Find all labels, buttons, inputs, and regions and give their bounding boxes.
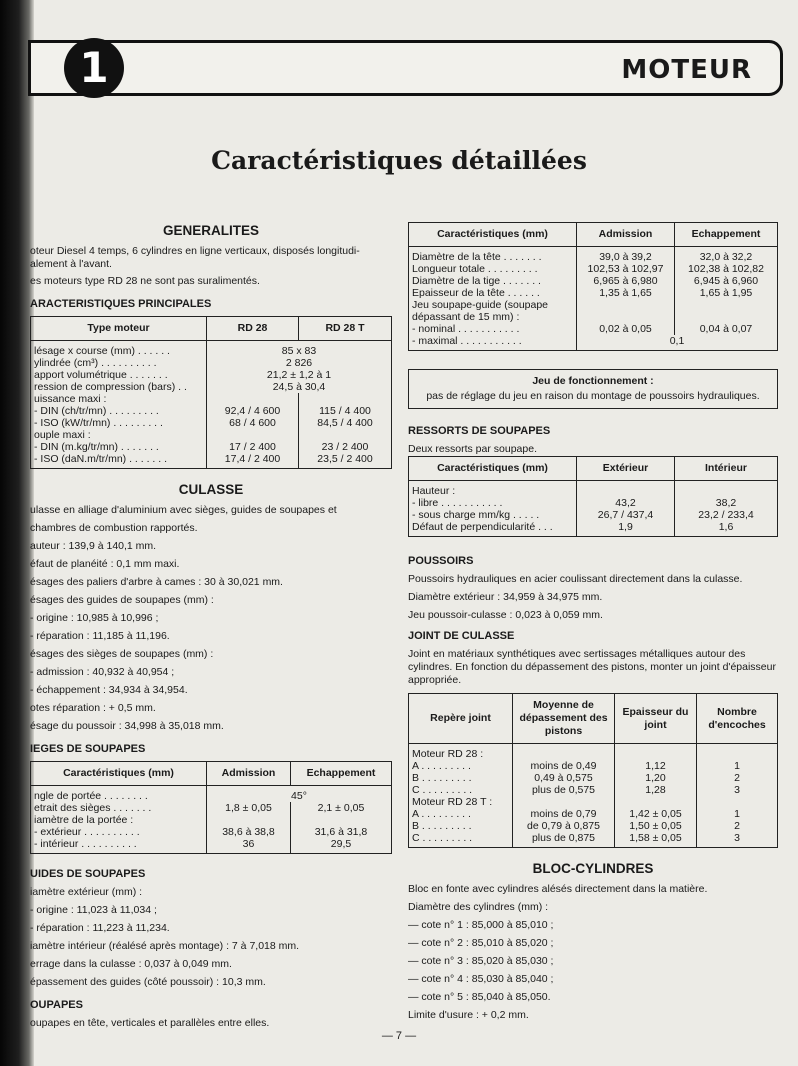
table-cell: A . . . . . . . . . [409,760,513,772]
table-cell: plus de 0,875 [513,832,615,848]
poussoirs-heading: POUSSOIRS [408,555,474,567]
table-cell: ngle de portée . . . . . . . . [31,786,207,803]
table-row [409,784,778,796]
soupapes-text [30,1017,392,1030]
text-line: Diamètre extérieur : 34,959 à 34,975 mm. [408,591,603,603]
table-header: RD 28 T [299,317,392,341]
text-line: — cote n° 1 : 85,000 à 85,010 ; [408,919,554,931]
table-cell: 85 x 83 [207,341,392,358]
table-cell: 68 / 4 600 [207,417,299,429]
joint-table [408,693,778,848]
ressorts-intro: Deux ressorts par soupape. [408,443,537,455]
table-cell: 2,1 ± 0,05 [291,802,392,814]
table-cell: 3 [697,832,778,848]
text-line: Bloc en fonte avec cylindres alésés directement dans la matière. [408,883,708,895]
table-row [31,381,392,393]
table-cell [675,481,778,498]
table-row [31,441,392,453]
table-row [409,760,778,772]
guides-text [30,886,392,989]
table-row [31,786,392,803]
table-cell: 45° [207,786,392,803]
text-line: — cote n° 5 : 85,040 à 85,050. [408,991,551,1003]
table-header: Caractéristiques (mm) [31,762,207,786]
page-number: — 7 — [381,1030,417,1042]
table-cell: dépassant de 15 mm) : [409,311,577,323]
table-cell: 6,945 à 6,960 [675,275,778,287]
table-cell: de 0,79 à 0,875 [513,820,615,832]
table-cell: Epaisseur de la tête . . . . . . [409,287,577,299]
text-line: auteur : 139,9 à 140,1 mm. [30,540,157,552]
table-row [409,497,778,509]
table-row [409,275,778,287]
joint-text: Joint en matériaux synthétiques avec sertissages métalliques autour des cylindres. En fonction du dépassement des pistons, monter un joint d'épaisseur appropriée. [408,648,776,686]
table-row [409,263,778,275]
table-cell: 1,50 ± 0,05 [615,820,697,832]
generalites-text-1: oteur Diesel 4 temps, 6 cylindres en ligne verticaux, disposés longitudi- [30,245,360,257]
table-cell: 38,6 à 38,8 [207,826,291,838]
table-cell: 3 [697,784,778,796]
table-cell: B . . . . . . . . . [409,820,513,832]
culasse-heading: CULASSE [178,482,244,497]
generalites-heading: GENERALITES [162,223,259,238]
table-cell: - libre . . . . . . . . . . . [409,497,577,509]
table-cell: Défaut de perpendicularité . . . [409,521,577,537]
table-row [409,323,778,335]
table-cell: ression de compression (bars) . . [31,381,207,393]
text-line: iamètre intérieur (réalésé après montage) : 7 à 7,018 mm. [30,940,300,952]
text-line: - admission : 40,932 à 40,954 ; [30,666,175,678]
table-cell: 1,65 à 1,95 [675,287,778,299]
table-cell: C . . . . . . . . . [409,784,513,796]
chapter-number-badge: 1 [64,38,124,98]
text-line: Limite d'usure : + 0,2 mm. [408,1009,529,1021]
table-row [409,247,778,264]
table-cell: 1 [697,808,778,820]
table-row [409,509,778,521]
table-cell: 84,5 / 4 400 [299,417,392,429]
table-cell [577,311,675,323]
table-row [409,335,778,351]
table-header: Epaisseur du joint [615,694,697,744]
table-cell: 26,7 / 437,4 [577,509,675,521]
table-cell [207,814,291,826]
table-cell: Moteur RD 28 : [409,744,513,761]
table-cell: - DIN (m.kg/tr/mn) . . . . . . . [31,441,207,453]
table-cell: 43,2 [577,497,675,509]
sieges-heading: IEGES DE SOUPAPES [30,743,146,755]
bloc-heading: BLOC-CYLINDRES [532,861,654,876]
text-line: éfaut de planéité : 0,1 mm maxi. [30,558,180,570]
table-cell: 29,5 [291,838,392,854]
right-column [408,222,778,1027]
table-cell: 115 / 4 400 [299,405,392,417]
table-cell [577,299,675,311]
table-row [31,357,392,369]
table-cell [577,481,675,498]
poussoirs-text [408,573,778,622]
table-cell: 23 / 2 400 [299,441,392,453]
table-row [31,838,392,854]
table-cell: - DIN (ch/tr/mn) . . . . . . . . . [31,405,207,417]
table-row [409,481,778,498]
table-cell: 32,0 à 32,2 [675,247,778,264]
caract-principales-table [30,316,392,469]
table-row [31,802,392,814]
table-cell [615,796,697,808]
table-row [31,369,392,381]
table-header: Caractéristiques (mm) [409,223,577,247]
table-cell: - ISO (kW/tr/mn) . . . . . . . . . [31,417,207,429]
table-row [409,832,778,848]
text-line: ésages des paliers d'arbre à cames : 30 à 30,021 mm. [30,576,283,588]
table-row [409,744,778,761]
table-cell: 6,965 à 6,980 [577,275,675,287]
table-cell [299,393,392,405]
table-header: Type moteur [31,317,207,341]
table-cell: plus de 0,575 [513,784,615,796]
table-cell: iamètre de la portée : [31,814,207,826]
caract-principales-heading: ARACTERISTIQUES PRINCIPALES [30,298,212,310]
table-cell: - sous charge mm/kg . . . . . [409,509,577,521]
table-cell: 1,28 [615,784,697,796]
text-line: - origine : 11,023 à 11,034 ; [30,904,157,916]
jeu-fonctionnement-box [408,369,778,409]
text-line: ésages des sièges de soupapes (mm) : [30,648,214,660]
text-line: - échappement : 34,934 à 34,954. [30,684,188,696]
text-line: — cote n° 3 : 85,020 à 85,030 ; [408,955,554,967]
table-row [31,341,392,358]
table-cell [513,796,615,808]
table-cell: 2 [697,772,778,784]
table-cell: Diamètre de la tige . . . . . . . [409,275,577,287]
table-row [409,796,778,808]
table-cell: moins de 0,49 [513,760,615,772]
ressorts-heading: RESSORTS DE SOUPAPES [408,425,551,437]
table-cell [291,814,392,826]
soupapes-table [408,222,778,351]
table-cell: 17 / 2 400 [207,441,299,453]
table-row [31,405,392,417]
table-cell: 1,42 ± 0,05 [615,808,697,820]
table-cell: 36 [207,838,291,854]
table-cell: 102,53 à 102,97 [577,263,675,275]
table-cell: 1,58 ± 0,05 [615,832,697,848]
table-cell: A . . . . . . . . . [409,808,513,820]
table-cell: lésage x course (mm) . . . . . . [31,341,207,358]
sieges-table [30,761,392,854]
table-cell: - nominal . . . . . . . . . . . [409,323,577,335]
table-cell: 39,0 à 39,2 [577,247,675,264]
table-row [409,820,778,832]
text-line: Jeu poussoir-culasse : 0,023 à 0,059 mm. [408,609,603,621]
table-cell [675,311,778,323]
table-cell: 92,4 / 4 600 [207,405,299,417]
table-row [31,393,392,405]
bloc-text [408,883,778,1022]
table-cell [615,744,697,761]
table-row [409,808,778,820]
table-cell: 2 826 [207,357,392,369]
table-cell: 17,4 / 2 400 [207,453,299,469]
table-cell: Longueur totale . . . . . . . . . [409,263,577,275]
table-cell: 1,20 [615,772,697,784]
table-cell: 1,8 ± 0,05 [207,802,291,814]
table-header: Caractéristiques (mm) [409,457,577,481]
table-cell: 0,49 à 0,575 [513,772,615,784]
table-cell [207,393,299,405]
table-cell: Moteur RD 28 T : [409,796,513,808]
table-header: Moyenne de dépassement des pistons [513,694,615,744]
table-row [409,311,778,323]
ressorts-table [408,456,778,537]
table-cell: 24,5 à 30,4 [207,381,392,393]
table-cell: Diamètre de la tête . . . . . . . [409,247,577,264]
table-cell: 1 [697,760,778,772]
culasse-text [30,504,392,733]
text-line: errage dans la culasse : 0,037 à 0,049 mm. [30,958,232,970]
table-row [409,772,778,784]
table-header: Echappement [675,223,778,247]
table-cell: 23,2 / 233,4 [675,509,778,521]
table-cell: 1,9 [577,521,675,537]
text-line: otes réparation : + 0,5 mm. [30,702,156,714]
text-line: Poussoirs hydrauliques en acier coulissant directement dans la culasse. [408,573,743,585]
table-cell: 1,6 [675,521,778,537]
table-cell [697,796,778,808]
text-line: - réparation : 11,185 à 11,196. [30,630,170,642]
table-cell: 23,5 / 2 400 [299,453,392,469]
text-line: épassement des guides (côté poussoir) : 10,3 mm. [30,976,266,988]
text-line: chambres de combustion rapportés. [30,522,198,534]
table-cell: 21,2 ± 1,2 à 1 [207,369,392,381]
soupapes-heading: OUPAPES [30,999,83,1011]
table-cell: ouple maxi : [31,429,207,441]
table-cell [207,429,299,441]
table-header: Admission [577,223,675,247]
table-header: Extérieur [577,457,675,481]
table-row [31,453,392,469]
table-cell: 0,02 à 0,05 [577,323,675,335]
table-cell: 2 [697,820,778,832]
text-line: - réparation : 11,223 à 11,234. [30,922,170,934]
table-row [409,299,778,311]
table-row [31,417,392,429]
table-cell [299,429,392,441]
text-line: — cote n° 2 : 85,010 à 85,020 ; [408,937,554,949]
table-cell [675,299,778,311]
jeu-title: Jeu de fonctionnement : [532,375,654,387]
table-cell: etrait des sièges . . . . . . . [31,802,207,814]
table-header: Admission [207,762,291,786]
table-row [409,521,778,537]
table-header: Echappement [291,762,392,786]
left-column [30,220,392,1035]
table-cell: ylindrée (cm³) . . . . . . . . . . [31,357,207,369]
page-title: Caractéristiques détaillées [211,146,587,175]
table-cell [513,744,615,761]
table-cell: - extérieur . . . . . . . . . . [31,826,207,838]
text-line: Diamètre des cylindres (mm) : [408,901,549,913]
joint-heading: JOINT DE CULASSE [408,630,515,642]
table-row [31,826,392,838]
text-line: oupapes en tête, verticales et parallèles entre elles. [30,1017,270,1029]
table-cell: 38,2 [675,497,778,509]
text-line: - origine : 10,985 à 10,996 ; [30,612,159,624]
table-row [31,429,392,441]
table-cell: uissance maxi : [31,393,207,405]
text-line: ulasse en alliage d'aluminium avec sièges, guides de soupapes et [30,504,337,516]
table-header: Repère joint [409,694,513,744]
table-cell: apport volumétrique . . . . . . . [31,369,207,381]
jeu-text: pas de réglage du jeu en raison du montage de poussoirs hydrauliques. [426,390,760,402]
table-row [409,287,778,299]
table-cell: Jeu soupape-guide (soupape [409,299,577,311]
table-cell: 1,12 [615,760,697,772]
text-line: — cote n° 4 : 85,030 à 85,040 ; [408,973,554,985]
generalites-text-2: es moteurs type RD 28 ne sont pas suralimentés. [30,275,260,287]
guides-heading: UIDES DE SOUPAPES [30,868,146,880]
chapter-title: MOTEUR [621,55,752,85]
table-cell: 0,1 [577,335,778,351]
table-header: Intérieur [675,457,778,481]
text-line: ésage du poussoir : 34,998 à 35,018 mm. [30,720,224,732]
table-cell: 102,38 à 102,82 [675,263,778,275]
table-header: Nombre d'encoches [697,694,778,744]
table-cell: - ISO (daN.m/tr/mn) . . . . . . . [31,453,207,469]
table-cell: 0,04 à 0,07 [675,323,778,335]
table-cell: C . . . . . . . . . [409,832,513,848]
table-cell: Hauteur : [409,481,577,498]
text-line: iamètre extérieur (mm) : [30,886,143,898]
table-cell: 31,6 à 31,8 [291,826,392,838]
table-cell: B . . . . . . . . . [409,772,513,784]
table-row [31,814,392,826]
table-cell: moins de 0,79 [513,808,615,820]
generalites-text-1b: alement à l'avant. [30,258,112,270]
table-cell: 1,35 à 1,65 [577,287,675,299]
table-cell: - intérieur . . . . . . . . . . [31,838,207,854]
text-line: ésages des guides de soupapes (mm) : [30,594,214,606]
table-cell: - maximal . . . . . . . . . . . [409,335,577,351]
table-header: RD 28 [207,317,299,341]
table-cell [697,744,778,761]
